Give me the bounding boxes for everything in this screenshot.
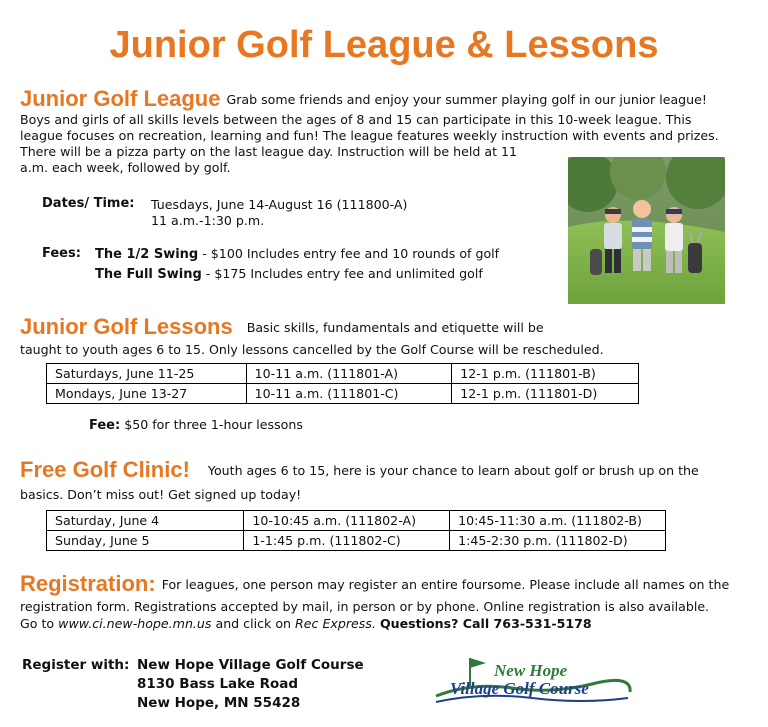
fee-full-swing [95, 265, 483, 284]
league-line-3: There will be a pizza party on the last league day. Instruction will be held at 11 [20, 144, 518, 159]
lessons-schedule-table [46, 363, 639, 404]
fee-full-swing-name: The Full Swing [95, 267, 202, 282]
league-intro [20, 86, 707, 111]
table-cell: 10-11 a.m. (111801-C) [246, 384, 452, 404]
lessons-fee [89, 416, 303, 435]
league-line-4: a.m. each week, followed by golf. [20, 160, 231, 175]
kids-golf-photo [568, 157, 725, 304]
lessons-intro [20, 314, 544, 339]
league-heading: Junior Golf League [20, 86, 221, 111]
table-cell: Sunday, June 5 [47, 531, 244, 551]
table-row [47, 511, 666, 531]
fee-half-swing-name: The 1/2 Swing [95, 247, 199, 262]
registration-url-link[interactable]: www.ci.new-hope.mn.us [58, 616, 212, 631]
dates-line-1: Tuesdays, June 14-August 16 (111800-A) [151, 197, 408, 212]
logo-line-1: New Hope [494, 661, 568, 680]
registration-click-on: and click on [215, 616, 292, 631]
table-row [47, 531, 666, 551]
clinic-intro [20, 457, 699, 482]
registration-heading: Registration: [20, 571, 156, 596]
table-row [47, 364, 639, 384]
clinic-schedule-table [46, 510, 666, 551]
clinic-heading: Free Golf Clinic! [20, 457, 190, 482]
new-hope-golf-logo [432, 652, 632, 714]
register-name: New Hope Village Golf Course [137, 657, 364, 673]
league-line-1: Boys and girls of all skills levels between the ages of 8 and 15 can participate in this 10-week league. This [20, 112, 692, 127]
fee-half-swing [95, 245, 499, 264]
league-line-2: league focuses on recreation, learning and fun! The league features weekly instruction with events and prizes. [20, 128, 719, 143]
clinic-lead: Youth ages 6 to 15, here is your chance to learn about golf or brush up on the [207, 463, 699, 478]
table-cell: 10-11 a.m. (111801-A) [246, 364, 452, 384]
page-title: Junior Golf League & Lessons [109, 24, 659, 66]
lessons-heading: Junior Golf Lessons [20, 314, 233, 339]
table-cell: 1:45-2:30 p.m. (111802-D) [450, 531, 666, 551]
table-cell: 10-10:45 a.m. (111802-A) [244, 511, 450, 531]
league-lead: Grab some friends and enjoy your summer playing golf in our junior league! [226, 92, 707, 107]
lessons-lead: Basic skills, fundamentals and etiquette will be [246, 320, 544, 335]
fee-full-swing-desc: - $175 Includes entry fee and unlimited golf [205, 266, 483, 281]
table-cell: Mondays, June 13-27 [47, 384, 247, 404]
registration-lead: For leagues, one person may register an entire foursome. Please include all names on the [161, 577, 730, 592]
clinic-line-2: basics. Don’t miss out! Get signed up today! [20, 487, 302, 502]
table-cell: Saturdays, June 11-25 [47, 364, 247, 384]
lessons-line-2: taught to youth ages 6 to 15. Only lessons cancelled by the Golf Course will be rescheduled. [20, 342, 604, 357]
registration-goto: Go to [20, 616, 55, 631]
registration-intro [20, 571, 730, 596]
fee-half-swing-desc: - $100 Includes entry fee and 10 rounds of golf [202, 246, 500, 261]
lessons-fee-text: $50 for three 1-hour lessons [124, 417, 303, 432]
register-city: New Hope, MN 55428 [137, 695, 301, 711]
fees-label: Fees: [42, 246, 81, 261]
lessons-fee-label: Fee: [89, 418, 121, 433]
register-with-label: Register with: [22, 657, 130, 673]
dates-line-2: 11 a.m.-1:30 p.m. [151, 213, 265, 228]
registration-line-3 [20, 615, 592, 633]
dates-label: Dates/ Time: [42, 196, 135, 211]
questions-phone: Questions? Call 763-531-5178 [379, 616, 592, 631]
register-street: 8130 Bass Lake Road [137, 676, 299, 692]
rec-express-link[interactable]: Rec Express. [295, 616, 376, 631]
table-cell: 10:45-11:30 a.m. (111802-B) [450, 511, 666, 531]
table-cell: 12-1 p.m. (111801-D) [452, 384, 639, 404]
table-cell: 12-1 p.m. (111801-B) [452, 364, 639, 384]
table-cell: 1-1:45 p.m. (111802-C) [244, 531, 450, 551]
table-cell: Saturday, June 4 [47, 511, 244, 531]
logo-line-2: Village Golf Course [450, 679, 589, 698]
table-row [47, 384, 639, 404]
registration-line-2: registration form. Registrations accepted by mail, in person or by phone. Online registration is also available. [20, 599, 710, 614]
